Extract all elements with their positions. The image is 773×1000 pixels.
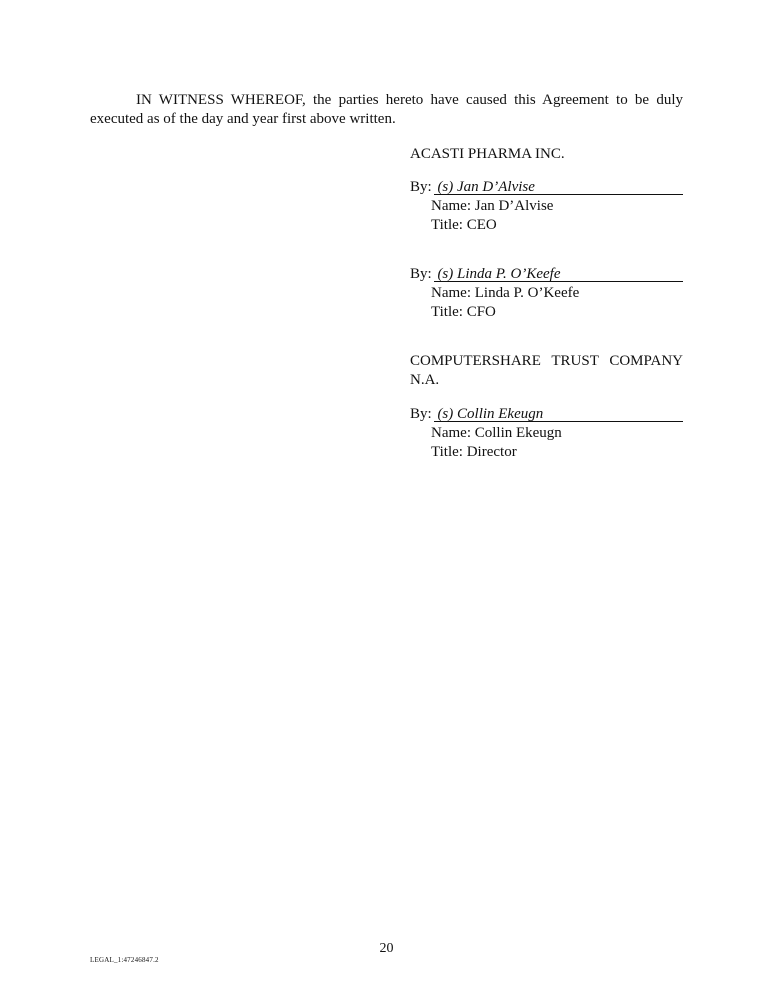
signer-name: Name: Jan D’Alvise [431,198,554,214]
acasti-signature-block [410,145,683,164]
witness-clause [90,91,683,129]
computershare-company-name-line2: N.A. [410,372,440,388]
acasti-company-name: ACASTI PHARMA INC. [410,146,565,162]
signature-underline [434,421,683,422]
signer-title: Title: CFO [431,304,496,320]
signature-line [410,265,683,284]
signature-text: (s) Jan D’Alvise [437,179,535,195]
signature-underline [434,194,683,195]
signature-line [410,405,683,424]
signer-name: Name: Collin Ekeugn [431,425,562,441]
signature-underline [434,281,683,282]
by-label: By: [410,266,432,282]
by-label: By: [410,406,432,422]
witness-clause-text: IN WITNESS WHEREOF, the parties hereto have caused this Agreement to be duly executed as of the day and year first above written. [90,92,683,127]
page-number: 20 [379,941,394,956]
by-label: By: [410,179,432,195]
computershare-signer-1 [410,405,683,462]
signer-name: Name: Linda P. O’Keefe [431,285,580,301]
computershare-company-name-line1: COMPUTERSHARE TRUST COMPANY [410,353,683,369]
signer-title: Title: CEO [431,217,497,233]
signer-title: Title: Director [431,444,517,460]
signature-text: (s) Linda P. O’Keefe [437,266,561,282]
computershare-signature-block [410,352,683,390]
signature-text: (s) Collin Ekeugn [437,406,544,422]
footer-document-code: LEGAL_1:47246847.2 [90,956,159,964]
acasti-signer-1 [410,178,683,235]
acasti-signer-2 [410,265,683,322]
signature-line [410,178,683,197]
